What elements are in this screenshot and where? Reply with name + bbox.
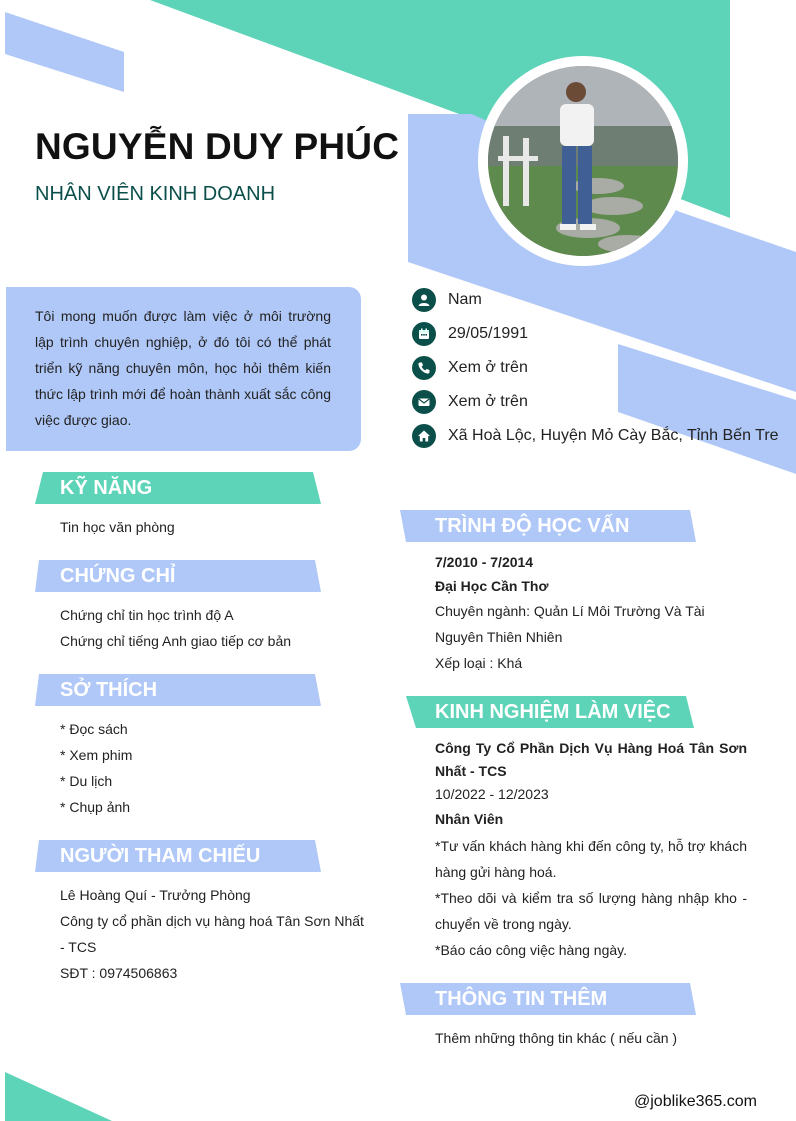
hobbies-heading <box>35 674 325 706</box>
experience-position: Nhân Viên <box>435 811 504 827</box>
career-objective: Tôi mong muốn được làm việc ở môi trường lập trình chuyên nghiệp, ở đó tôi có thể phát triển kỹ năng chuyên môn, học hỏi thêm kiến thức lập trình mới để hoàn thành xuất sắc công việc được giao. <box>6 287 361 451</box>
hobbies-title: SỞ THÍCH <box>60 679 158 701</box>
info-email <box>412 389 528 415</box>
experience-company: Công Ty Cổ Phần Dịch Vụ Hàng Hoá Tân Sơn Nhất - TCS <box>435 740 747 779</box>
certificates-title: CHỨNG CHỈ <box>60 565 176 587</box>
certificates-heading <box>35 560 325 592</box>
experience-duty: *Báo cáo công việc hàng ngày. <box>435 942 627 958</box>
address-text: Xã Hoà Lộc, Huyện Mỏ Cày Bắc, Tỉnh Bến Tre <box>448 427 779 444</box>
reference-person: Lê Hoàng Quí - Trưởng Phòng <box>60 887 251 903</box>
education-grade: Xếp loại : Khá <box>435 655 523 671</box>
reference-company: Công ty cổ phần dịch vụ hàng hoá Tân Sơn Nhất - TCS <box>60 913 364 955</box>
info-address <box>412 423 779 449</box>
reference-phone: SĐT : 0974506863 <box>60 965 178 981</box>
extra-info-heading <box>400 983 700 1015</box>
experience-duty: *Theo dõi và kiểm tra số lượng hàng nhập kho - chuyển về trong ngày. <box>435 890 747 932</box>
extra-info-title: THÔNG TIN THÊM <box>435 988 608 1010</box>
gender-text: Nam <box>448 291 482 308</box>
candidate-name: NGUYỄN DUY PHÚC <box>35 126 400 167</box>
extra-info-text: Thêm những thông tin khác ( nếu cần ) <box>435 1030 678 1046</box>
education-period: 7/2010 - 7/2014 <box>435 554 534 570</box>
skill-item: Tin học văn phòng <box>60 519 175 535</box>
education-heading <box>400 510 700 542</box>
experience-heading <box>400 696 700 728</box>
phone-icon <box>412 356 436 380</box>
bottom-teal-corner <box>5 1072 112 1121</box>
birthday-text: 29/05/1991 <box>448 325 529 342</box>
hobby-item: * Du lịch <box>60 773 113 789</box>
references-title: NGƯỜI THAM CHIẾU <box>60 845 261 867</box>
home-icon <box>412 424 436 448</box>
experience-title: KINH NGHIỆM LÀM VIỆC <box>435 701 671 723</box>
education-title: TRÌNH ĐỘ HỌC VẤN <box>435 515 630 537</box>
email-text: Xem ở trên <box>448 393 528 410</box>
person-icon <box>412 288 436 312</box>
info-birthday <box>412 321 528 347</box>
hobby-item: * Xem phim <box>60 747 133 763</box>
education-school: Đại Học Cần Thơ <box>435 578 549 594</box>
phone-text: Xem ở trên <box>448 359 528 376</box>
email-icon <box>412 390 436 414</box>
calendar-icon <box>412 322 436 346</box>
hobby-item: * Chụp ảnh <box>60 799 131 815</box>
info-phone <box>412 355 528 381</box>
experience-period: 10/2022 - 12/2023 <box>435 786 549 802</box>
references-heading <box>35 840 325 872</box>
skills-title: KỸ NĂNG <box>60 477 153 499</box>
skills-heading <box>35 472 325 504</box>
education-major: Chuyên ngành: Quản Lí Môi Trường Và Tài Nguyên Thiên Nhiên <box>435 603 705 645</box>
profile-photo <box>478 56 688 266</box>
certificate-item: Chứng chỉ tin học trình độ A <box>60 607 234 623</box>
top-left-blue-shape <box>5 12 124 92</box>
certificate-item: Chứng chỉ tiếng Anh giao tiếp cơ bản <box>60 633 292 649</box>
info-gender <box>412 287 482 313</box>
candidate-role: NHÂN VIÊN KINH DOANH <box>35 183 276 205</box>
experience-duty: *Tư vấn khách hàng khi đến công ty, hỗ trợ khách hàng gửi hàng hoá. <box>435 838 747 880</box>
hobby-item: * Đọc sách <box>60 721 128 737</box>
footer-watermark: @joblike365.com <box>634 1093 757 1110</box>
